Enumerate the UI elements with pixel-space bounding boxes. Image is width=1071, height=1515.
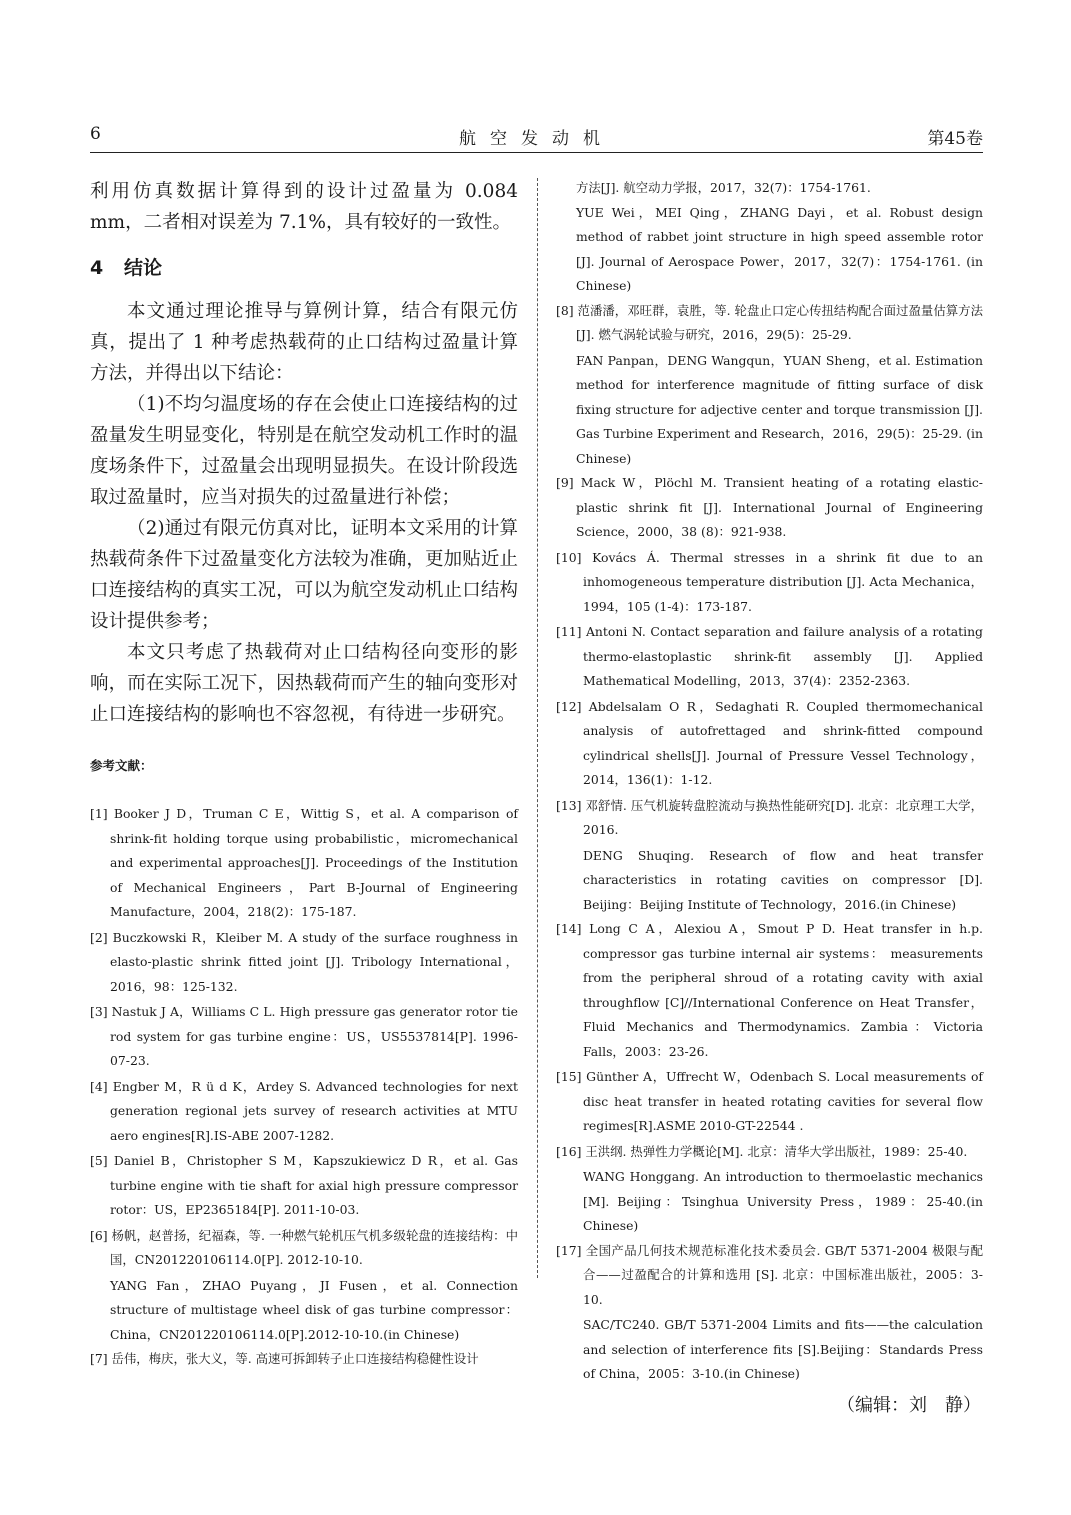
reference-item: [9] Mack W，Plöchl M. Transient heating of a rotating elastic-plastic shrink fit [J]. International Journal of Engineering Science，2000，38 (8)：921-938. [556, 475, 983, 539]
section-heading [90, 252, 518, 284]
reference-translation: YANG Fan，ZHAO Puyang，JI Fusen，et al. Connection structure of multistage wheel disk of gas turbine compressor：China，CN201220106114.0[P].2012-10-10.(in Chinese) [110, 1277, 518, 1342]
header-rule [90, 152, 983, 153]
reference-item: [7] 岳伟，梅庆，张大义，等. 高速可拆卸转子止口连接结构稳健性设计 [90, 1351, 479, 1366]
reference-translation: DENG Shuqing. Research of flow and heat transfer characteristics in rotating cavities on compressor [D]. Beijing：Beijing Institute of Technology，2016.(in Chinese) [583, 847, 983, 912]
section-number: 4 [90, 257, 104, 279]
reference-item: [11] Antoni N. Contact separation and failure analysis of a rotating thermo-elastoplastic shrink-fit assembly [J]. Applied Mathematical Modelling，2013，37(4)：2352-2363. [556, 624, 983, 688]
reference-item: [4] Engber M，R ü d K，Ardey S. Advanced technologies for next generation regional jets survey of research activities at MTU aero engines[R].IS-ABE 2007-1282. [90, 1078, 518, 1143]
reference-item: [14] Long C A，Alexiou A，Smout P D. Heat transfer in h.p. compressor gas turbine internal air systems： measurements from the peripheral shroud of a rotating cavity with axial throughflow [C]//International Conference on Heat Transfer，Fluid Mechanics and Thermodynamics. Zambia：Victoria Falls，2003：23-26. [556, 921, 983, 1059]
editor-note: （编辑：刘 静） [837, 1394, 981, 1416]
reference-item: [16] 王洪纲. 热弹性力学概论[M]. 北京：清华大学出版社，1989：25-40. [556, 1143, 968, 1159]
references-title: 参考文献： [90, 758, 153, 773]
reference-item: [10] Kovács Á. Thermal stresses in a shrink fit due to an inhomogeneous temperature distribution [J]. Acta Mechanica，1994，105 (1-4)：173-187. [556, 549, 983, 614]
page-header [90, 124, 983, 150]
reference-item: [17] 全国产品几何技术规范标准化技术委员会. GB/T 5371-2004 极限与配合——过盈配合的计算和选用 [S]. 北京：中国标准出版社，2005：3-10. [556, 1242, 983, 1307]
reference-continuation: 方法[J]. 航空动力学报，2017，32(7)：1754-1761. [576, 180, 871, 195]
reference-item: [1] Booker J D，Truman C E，Wittig S，et al. A comparison of shrink-fit holding torque using probabilistic，micromechanical and experimental approaches[J]. Proceedings of the Institution of Mechanical Engineers，Part B-Journal of Engineering Manufacture，2004，218(2)：175-187. [90, 806, 518, 919]
left-column [90, 176, 518, 1373]
section-title: 结论 [124, 257, 163, 279]
reference-item: [3] Nastuk J A，Williams C L. High pressure gas generator rotor tie rod system for gas turbine engine：US，US5537814[P]. 1996-07-23. [90, 1004, 518, 1068]
conclusion-paragraph: （2)通过有限元仿真对比，证明本文采用的计算热载荷条件下过盈量变化方法较为准确，更加贴近止口连接结构的真实工况，可以为航空发动机止口结构设计提供参考； [90, 518, 518, 632]
conclusion-paragraph: （1)不均匀温度场的存在会使止口连接结构的过盈量发生明显变化，特别是在航空发动机工作时的温度场条件下，过盈量会出现明显损失。在设计阶段选取过盈量时，应当对损失的过盈量进行补偿； [90, 394, 518, 508]
reference-item: [8] 范潘潘，邓旺群，袁胜，等. 轮盘止口定心传扭结构配合面过盈量估算方法[J]. 燃气涡轮试验与研究，2016，29(5)：25-29. [556, 302, 983, 342]
column-divider [537, 178, 538, 1278]
reference-item: [2] Buczkowski R，Kleiber M. A study of the surface roughness in elasto-plastic shrink fitted joint [J]. Tribology International，2016，98：125-132. [90, 929, 518, 994]
reference-item: [6] 杨帆，赵普扬，纪福森，等. 一种燃气轮机压气机多级轮盘的连接结构：中国，CN201220106114.0[P]. 2012-10-10. [90, 1227, 518, 1267]
intro-paragraph: 利用仿真数据计算得到的设计过盈量为 0.084 mm，二者相对误差为 7.1%，具有较好的一致性。 [90, 181, 518, 233]
reference-item: [13] 邓舒情. 压气机旋转盘腔流动与换热性能研究[D]. 北京：北京理工大学，2016. [556, 797, 983, 837]
conclusion-paragraph: 本文通过理论推导与算例计算，结合有限元仿真，提出了 1 种考虑热载荷的止口结构过盈量计算方法，并得出以下结论： [90, 301, 518, 384]
conclusion-paragraph: 本文只考虑了热载荷对止口结构径向变形的影响，而在实际工况下，因热载荷而产生的轴向变形对止口连接结构的影响也不容忽视，有待进一步研究。 [90, 642, 518, 725]
journal-title: 航空发动机 [459, 129, 614, 149]
reference-translation: SAC/TC240. GB/T 5371-2004 Limits and fits——the calculation and selection of interference fits [S].Beijing：Standards Press of China，2005：3-10.(in Chinese) [583, 1317, 983, 1381]
reference-translation: YUE Wei，MEI Qing，ZHANG Dayi，et al. Robust design method of rabbet joint structure in high speed assemble rotor [J]. Journal of Aerospace Power，2017，32(7)：1754-1761. (in Chinese) [576, 204, 983, 293]
page-number: 6 [90, 124, 101, 144]
reference-item: [12] Abdelsalam O R，Sedaghati R. Coupled thermomechanical analysis of autofrettaged and shrink-fitted compound cylindrical shells[J]. Journal of Pressure Vessel Technology，2014，136(1)：1-12. [556, 698, 983, 787]
reference-translation: FAN Panpan，DENG Wangqun，YUAN Sheng，et al. Estimation method for interference magnitude of fitting surface of disk fixing structure for adjective center and torque transmission [J]. Gas Turbine Experiment and Research，2016，29(5)：25-29. (in Chinese) [576, 352, 983, 466]
volume-label: 第45卷 [927, 129, 983, 149]
right-column [556, 176, 983, 1417]
reference-item: [5] Daniel B，Christopher S M，Kapszukiewicz D R，et al. Gas turbine engine with tie shaft for axial high pressure compressor rotor：US，EP2365184[P]. 2011-10-03. [90, 1153, 518, 1217]
reference-item: [15] Günther A，Uffrecht W，Odenbach S. Local measurements of disc heat transfer in heated rotating cavities for several flow regimes[R].ASME 2010-GT-22544 . [556, 1069, 983, 1133]
reference-translation: WANG Honggang. An introduction to thermoelastic mechanics [M]. Beijing：Tsinghua University Press，1989：25-40.(in Chinese) [583, 1169, 983, 1233]
